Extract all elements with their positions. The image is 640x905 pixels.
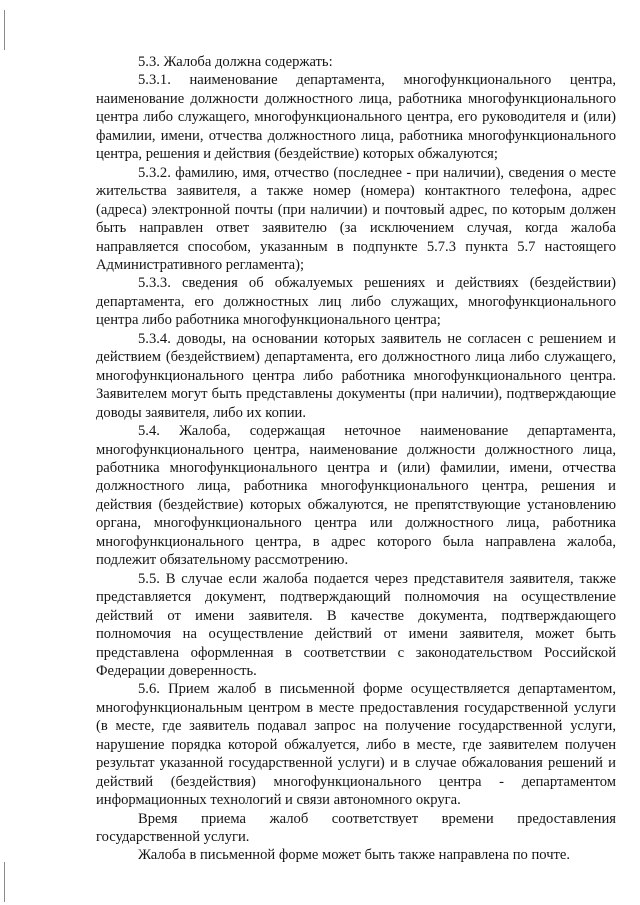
item-5-3-1: 5.3.1. наименование департамента, многофункционального центра, наименование должности должностного лица, работника многофункционального центра либо служащего, многофункционального центра, его руководителя и (или) фамилии, имени, отчества должностного лица, работника многофункционального центра, решения и действия (бездействие) которых обжалуются; (96, 72, 616, 163)
scan-edge-line-bottom (4, 862, 5, 902)
document-page (96, 53, 616, 865)
section-5-3-heading: 5.3. Жалоба должна содержать: (138, 54, 333, 70)
section-5-4: 5.4. Жалоба, содержащая неточное наименование департамента, многофункционального центра, наименование должности должностного лица, работника многофункционального центра и (или) фамилии, имени, отчества должностного лица, работника многофункционального центра, решения и действия (бездействие) которых обжалуются, не препятствующие установлению органа, многофункционального центра или должностного лица, работника многофункционального центра, в адрес которого была направлена жалоба, подлежит обязательному рассмотрению. (96, 423, 616, 569)
item-5-3-2: 5.3.2. фамилию, имя, отчество (последнее - при наличии), сведения о месте жительства заявителя, а также номер (номера) контактного телефона, адрес (адреса) электронной почты (при наличии) и почтовый адрес, по которым должен быть направлен ответ заявителю (за исключением случая, когда жалоба направляется способом, указанным в подпункте 5.7.3 пункта 5.7 настоящего Административного регламента); (96, 164, 616, 273)
item-5-3-3: 5.3.3. сведения об обжалуемых решениях и действиях (бездействии) департамента, его должностных лиц либо служащих, многофункционального центра либо работника многофункционального центра; (96, 275, 616, 329)
item-5-3-4: 5.3.4. доводы, на основании которых заявитель не согласен с решением и действием (бездействием) департамента, его должностного лица либо служащего, многофункционального центра либо работника многофункционального центра. Заявителем могут быть представлены документы (при наличии), подтверждающие доводы заявителя, либо их копии. (96, 330, 616, 421)
scan-edge-line-top (4, 10, 5, 50)
section-5-6: 5.6. Прием жалоб в письменной форме осуществляется департаментом, многофункциональным центром в месте предоставления государственной услуги (в месте, где заявитель подавал запрос на получение государственной услуги, нарушение порядка которой обжалуется, либо в месте, где заявителем получен результат указанной государственной услуги) и в случае обжалования решений и действий (бездействия) многофункционального центра - департаментом информационных технологий и связи автономного округа. (96, 681, 616, 809)
mail-submission-paragraph: Жалоба в письменной форме может быть также направлена по почте. (138, 847, 571, 864)
reception-time-paragraph: Время приема жалоб соответствует времени предоставления государственной услуги. (96, 810, 616, 846)
section-5-5: 5.5. В случае если жалоба подается через представителя заявителя, также представляется документ, подтверждающий полномочия на осуществление действий от имени заявителя. В качестве документа, подтверждающего полномочия на осуществление действий от имени заявителя, может быть представлена оформленная в соответствии с законодательством Российской Федерации доверенность. (96, 570, 616, 679)
